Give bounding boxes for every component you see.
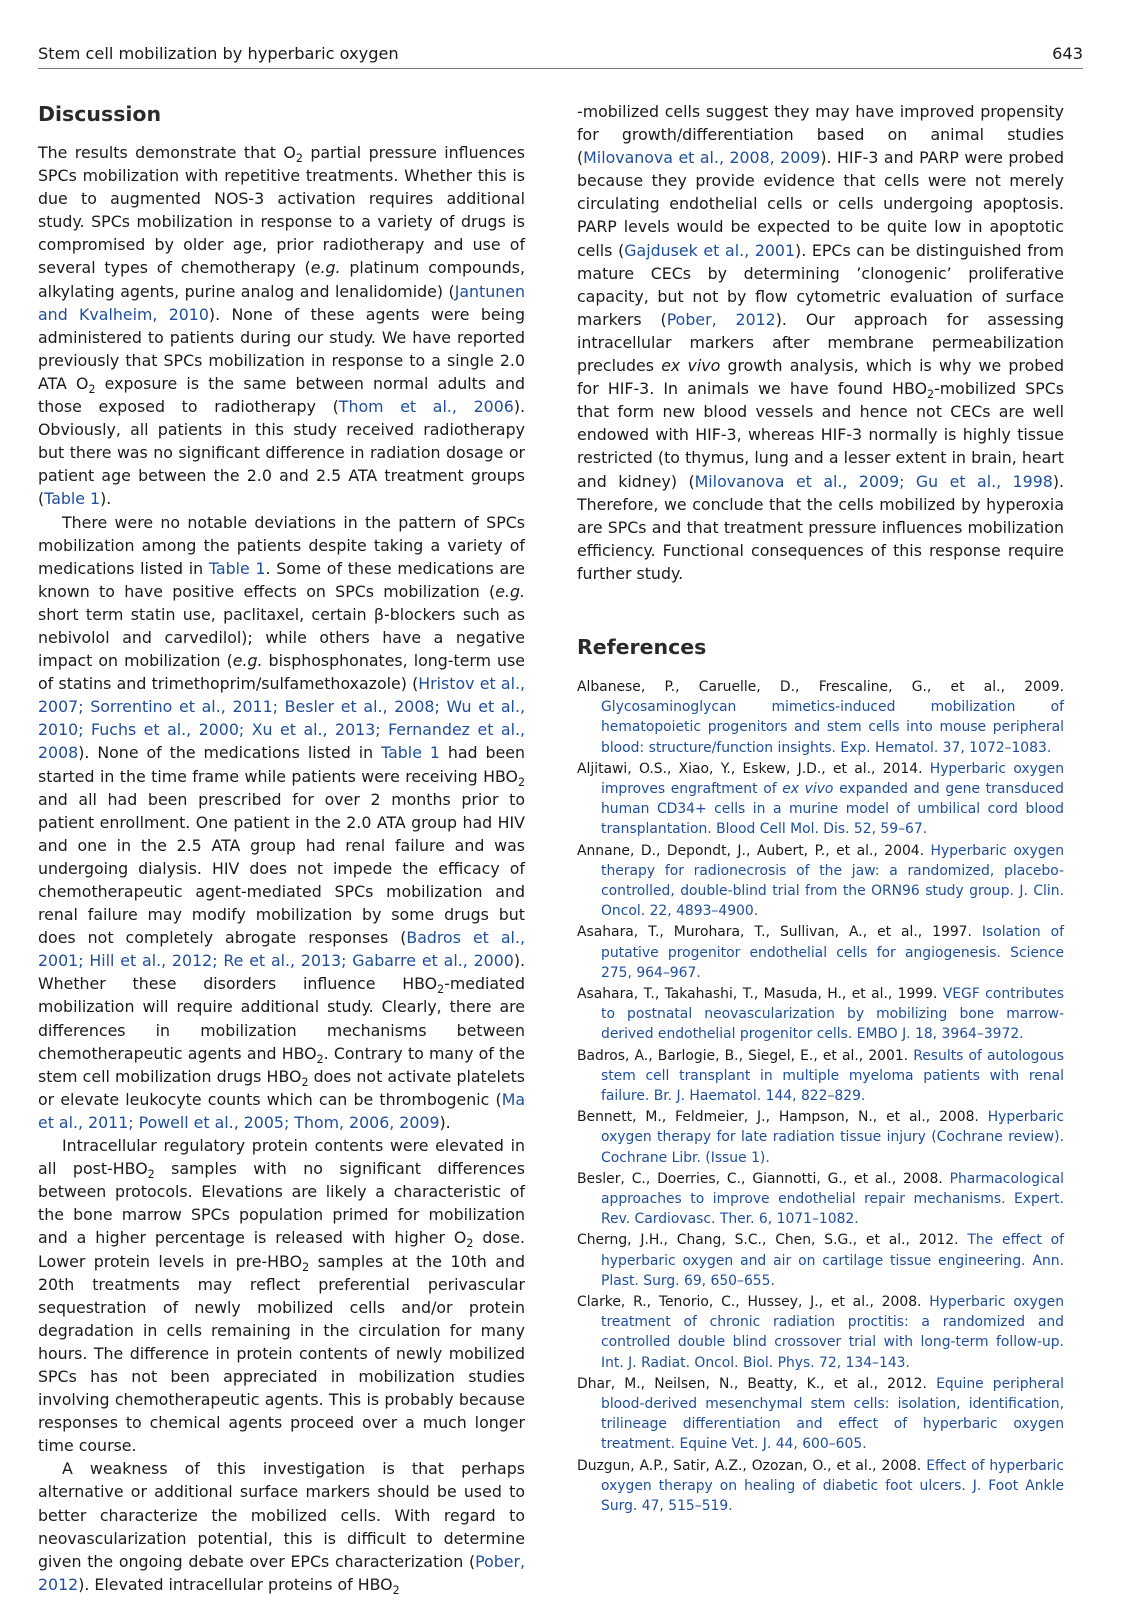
reference-link[interactable]: VEGF contributes to postnatal neovascularization by mobilizing bone marrow-derived endothelial progenitor cells. EMBO J. 18, 3964–3972. bbox=[601, 986, 1064, 1043]
text-run: ). None of these agents were being administered to patients during our study. We have reported previously that SPCs mobilization in response to a single 2.0 ATA O bbox=[38, 304, 525, 393]
reference-item bbox=[577, 841, 1064, 922]
reference-link[interactable]: Effect of hyperbaric oxygen therapy on healing of diabetic foot ulcers. J. Foot Ankle Surg. 47, 515–519. bbox=[601, 1457, 1064, 1515]
text-run: A weakness of this investigation is that perhaps alternative or additional surface markers should be used to better characterize the mobilized cells. With regard to neovascularization potential, this is difficult to determine given the ongoing debate over EPCs characterization ( bbox=[38, 1459, 525, 1571]
discussion-paragraph-1 bbox=[38, 141, 525, 511]
text-run: ). EPCs can be distinguished from mature CECs by determining ’clonogenic’ proliferative capacity, but not by flow cytometric evaluation of surface markers ( bbox=[577, 240, 1064, 329]
text-run: partial pressure influences SPCs mobilization with repetitive treatments. Whether this is due to augmented NOS-3 activation requires additional study. SPCs mobilization in response to a variety of drugs is compromised by older age, prior radiotherapy and use of several types of chemotherapy ( bbox=[38, 143, 525, 278]
reference-authors: Bennett, M., Feldmeier, J., Hampson, N., et al., 2008. bbox=[577, 1109, 988, 1126]
subscript: 2 bbox=[147, 1167, 155, 1181]
reference-link[interactable]: Pharmacological approaches to improve endothelial repair mechanisms. Expert. Rev. Cardiovasc. Ther. 6, 1071–1082. bbox=[601, 1170, 1064, 1228]
citation-link[interactable]: Jantunen and Kvalheim, 2010 bbox=[38, 281, 525, 324]
text-run: had been started in the time frame while patients were receiving HBO bbox=[38, 743, 525, 786]
page-number: 643 bbox=[1052, 44, 1083, 63]
text-run: The results demonstrate that O bbox=[38, 143, 296, 162]
italic-text: e.g. bbox=[495, 581, 525, 601]
text-run: samples at the 10th and 20th treatments may reflect preferential perivascular sequestration of newly mobilized cells and/or protein degradation in cells remaining in the circulation for many hours. The difference in protein contents of newly mobilized SPCs has not been appreciated in mobilization studies involving chemotherapeutic agents. This is probably because responses to chemical agents proceed over a much longer time course. bbox=[38, 1251, 525, 1456]
italic-text: ex vivo bbox=[782, 780, 834, 797]
reference-authors: Albanese, P., Caruelle, D., Frescaline, G., et al., 2009. bbox=[577, 678, 1064, 695]
reference-authors: Dhar, M., Neilsen, N., Beatty, K., et al., 2012. bbox=[577, 1375, 937, 1392]
reference-authors: Besler, C., Doerries, C., Giannotti, G., et al., 2008. bbox=[577, 1170, 950, 1187]
italic-text: e.g. bbox=[310, 258, 341, 278]
reference-item bbox=[577, 1230, 1064, 1291]
subscript: 2 bbox=[302, 1260, 310, 1274]
reference-link-text: Hyperbaric oxygen improves engraftment of bbox=[601, 760, 1064, 797]
reference-authors: Aljitawi, O.S., Xiao, Y., Eskew, J.D., et al., 2014. bbox=[577, 760, 930, 777]
reference-authors: Badros, A., Barlogie, B., Siegel, E., et al., 2001. bbox=[577, 1047, 914, 1064]
text-run: does not activate platelets or elevate leukocyte counts which can be thrombogenic ( bbox=[38, 1066, 525, 1109]
italic-text: e.g. bbox=[232, 651, 263, 671]
text-run: ). HIF-3 and PARP were probed because they provide evidence that cells were not merely circulating endothelial cells or cells undergoing apoptosis. PARP levels would be expected to be quite low in apoptotic cells ( bbox=[577, 148, 1065, 260]
text-run: growth analysis, which is why we probed for HIF-3. In animals we have found HBO bbox=[577, 356, 1065, 399]
reference-link[interactable]: The effect of hyperbaric oxygen and air on cartilage tissue engineering. Ann. Plast. Surg. 69, 650–655. bbox=[601, 1232, 1064, 1289]
citation-link[interactable]: Badros et al., 2001; Hill et al., 2012; Re et al., 2013; Gabarre et al., 2000 bbox=[38, 928, 525, 971]
reference-item bbox=[577, 1046, 1064, 1107]
text-run: Intracellular regulatory protein contents were elevated in all post-HBO bbox=[38, 1136, 525, 1179]
subscript: 2 bbox=[316, 1052, 324, 1066]
reference-item bbox=[577, 1456, 1064, 1517]
reference-link[interactable]: Glycosaminoglycan mimetics-induced mobilization of hematopoietic progenitors and stem cells into mouse peripheral blood: structure/function insights. Exp. Hematol. 37, 1072–1083. bbox=[601, 699, 1064, 756]
text-run: ). bbox=[100, 489, 112, 509]
text-run: exposure is the same between normal adults and those exposed to radiotherapy ( bbox=[38, 373, 526, 417]
text-run: ). bbox=[439, 1112, 451, 1132]
subscript: 2 bbox=[301, 1075, 309, 1089]
right-column bbox=[577, 100, 1064, 1517]
italic-text: ex vivo bbox=[661, 356, 721, 376]
references-heading: References bbox=[577, 634, 707, 659]
reference-link[interactable]: Hyperbaric oxygen treatment of chronic radiation proctitis: a randomized and controlled double blind crossover trial with long-term follow-up. Int. J. Radiat. Oncol. Biol. Phys. 72, 134–143. bbox=[601, 1294, 1065, 1371]
text-run: -mediated mobilization will require additional study. Clearly, there are differences in mobilization mechanisms between chemotherapeutic agents and HBO bbox=[38, 974, 525, 1063]
text-run: . Some of these medications are known to have positive effects on SPCs mobilization ( bbox=[38, 558, 525, 601]
citation-link[interactable]: Hristov et al., 2007; Sorrentino et al., 2011; Besler et al., 2008; Wu et al., 2010; Fuchs et al., 2000; Xu et al., 2013; Fernandez et al., 2008 bbox=[38, 674, 525, 763]
discussion-paragraph-3 bbox=[38, 1134, 525, 1457]
table-link[interactable]: Table 1 bbox=[381, 743, 440, 763]
reference-link[interactable]: Hyperbaric oxygen therapy for late radiation tissue injury (Cochrane review). Cochrane Libr. (Issue 1). bbox=[601, 1109, 1064, 1166]
text-run: ). Therefore, we conclude that the cells mobilized by hyperoxia are SPCs and that treatment pressure influences mobilization efficiency. Functional consequences of this response require further study. bbox=[577, 471, 1065, 583]
reference-authors: Duzgun, A.P., Satir, A.Z., Ozozan, O., et al., 2008. bbox=[577, 1457, 927, 1474]
text-run: platinum compounds, alkylating agents, purine analog and lenalidomide) ( bbox=[38, 258, 525, 301]
reference-item bbox=[577, 1107, 1064, 1168]
discussion-paragraph-4-continued bbox=[577, 100, 1064, 585]
text-run: ). Whether these disorders influence HBO bbox=[38, 951, 525, 994]
reference-item bbox=[577, 1374, 1064, 1455]
text-run: ). None of the medications listed in bbox=[78, 743, 382, 763]
subscript: 2 bbox=[466, 1237, 474, 1251]
discussion-heading: Discussion bbox=[38, 102, 162, 126]
citation-link[interactable]: Gajdusek et al., 2001 bbox=[624, 240, 796, 260]
text-run: samples with no significant differences between protocols. Elevations are likely a characteristic of the bone marrow SPCs population primed for mobilization and a higher percentage is released with higher O bbox=[38, 1159, 525, 1248]
table-link[interactable]: Table 1 bbox=[44, 489, 101, 509]
text-run: ). Obviously, all patients in this study received radiotherapy but there was no significant difference in radiation dosage or patient age between the 2.0 and 2.5 ATA treatment groups ( bbox=[38, 397, 525, 509]
reference-item bbox=[577, 1292, 1064, 1373]
running-title: Stem cell mobilization by hyperbaric oxygen bbox=[38, 44, 399, 63]
citation-link[interactable]: Pober, 2012 bbox=[38, 1551, 525, 1594]
citation-link[interactable]: Ma et al., 2011; Powell et al., 2005; Thom, 2006, 2009 bbox=[38, 1089, 525, 1132]
reference-authors: Asahara, T., Murohara, T., Sullivan, A., et al., 1997. bbox=[577, 924, 982, 941]
table-link[interactable]: Table 1 bbox=[208, 558, 266, 578]
reference-link[interactable]: Results of autologous stem cell transplant in multiple myeloma patients with renal failure. Br. J. Haematol. 144, 822–829. bbox=[601, 1047, 1064, 1105]
discussion-paragraph-4 bbox=[38, 1457, 525, 1596]
text-run: dose. Lower protein levels in pre-HBO bbox=[38, 1228, 525, 1271]
text-run: -mobilized SPCs that form new blood vessels and hence not CECs are well endowed with HIF-3, whereas HIF-3 normally is highly tissue restricted (to thymus, lung and a lesser extent in brain, heart and kidney) ( bbox=[577, 379, 1064, 491]
reference-list bbox=[577, 677, 1064, 1516]
text-run: bisphosphonates, long-term use of statins and trimethoprim/sulfamethoxazole) ( bbox=[38, 651, 525, 694]
reference-item bbox=[577, 759, 1064, 840]
text-run: -mobilized cells suggest they may have improved propensity for growth/differentiation based on animal studies ( bbox=[577, 102, 1064, 168]
reference-link[interactable]: Equine peripheral blood-derived mesenchymal stem cells: isolation, identification, trilineage differentiation and effect of hyperbaric oxygen treatment. Equine Vet. J. 44, 600–605. bbox=[601, 1375, 1064, 1453]
subscript: 2 bbox=[88, 382, 96, 396]
text-run: short term statin use, paclitaxel, certain β-blockers such as nebivolol and carvedilol); while others have a negative impact on mobilization ( bbox=[38, 604, 525, 671]
citation-link[interactable]: Milovanova et al., 2009; Gu et al., 1998 bbox=[694, 471, 1053, 491]
running-header bbox=[38, 42, 1083, 69]
reference-link-text: expanded and gene transduced human CD34+ cells in a murine model of umbilical cord blood transplantation. Blood Cell Mol. Dis. 52, 59–67. bbox=[601, 780, 1064, 838]
citation-link[interactable]: Milovanova et al., 2008, 2009 bbox=[583, 148, 821, 168]
reference-authors: Annane, D., Depondt, J., Aubert, P., et al., 2004. bbox=[577, 842, 931, 859]
reference-authors: Asahara, T., Takahashi, T., Masuda, H., et al., 1999. bbox=[577, 986, 943, 1003]
reference-link[interactable]: Isolation of putative progenitor endothelial cells for angiogenesis. Science 275, 964–967. bbox=[601, 924, 1064, 981]
reference-authors: Cherng, J.H., Chang, S.C., Chen, S.G., et al., 2012. bbox=[577, 1232, 968, 1249]
reference-item bbox=[577, 677, 1064, 758]
subscript: 2 bbox=[927, 387, 935, 401]
text-run: and all had been prescribed for over 2 months prior to patient enrollment. One patient in the 2.0 ATA group had HIV and one in the 2.5 ATA group had renal failure and was undergoing dialysis. HIV does not impede the efficacy of chemotherapeutic agent-mediated SPCs mobilization and renal failure may modify mobilization by some drugs but does not completely abrogate responses ( bbox=[38, 789, 525, 948]
subscript: 2 bbox=[295, 151, 303, 165]
text-run: ). Elevated intracellular proteins of HBO bbox=[78, 1574, 393, 1594]
reference-item bbox=[577, 984, 1064, 1045]
citation-link[interactable]: Thom et al., 2006 bbox=[338, 397, 514, 417]
discussion-paragraph-2 bbox=[38, 511, 525, 1135]
reference-item bbox=[577, 1169, 1064, 1230]
reference-link[interactable]: Hyperbaric oxygen therapy for radionecrosis of the jaw: a randomized, placebo-controlled, double-blind trial from the ORN96 study group. J. Clin. Oncol. 22, 4893–4900. bbox=[601, 842, 1064, 920]
text-run: ). Our approach for assessing intracellular markers after membrane permeabilization precludes bbox=[577, 309, 1064, 376]
citation-link[interactable]: Pober, 2012 bbox=[666, 309, 776, 329]
left-column bbox=[38, 100, 525, 1596]
reference-item bbox=[577, 922, 1064, 983]
text-run: There were no notable deviations in the pattern of SPCs mobilization among the patients despite taking a variety of medications listed in bbox=[38, 512, 525, 578]
reference-authors: Clarke, R., Tenorio, C., Hussey, J., et al., 2008. bbox=[577, 1294, 930, 1311]
subscript: 2 bbox=[437, 983, 445, 997]
text-run: . Contrary to many of the stem cell mobilization drugs HBO bbox=[38, 1043, 525, 1086]
subscript: 2 bbox=[517, 775, 525, 789]
subscript: 2 bbox=[392, 1583, 400, 1597]
